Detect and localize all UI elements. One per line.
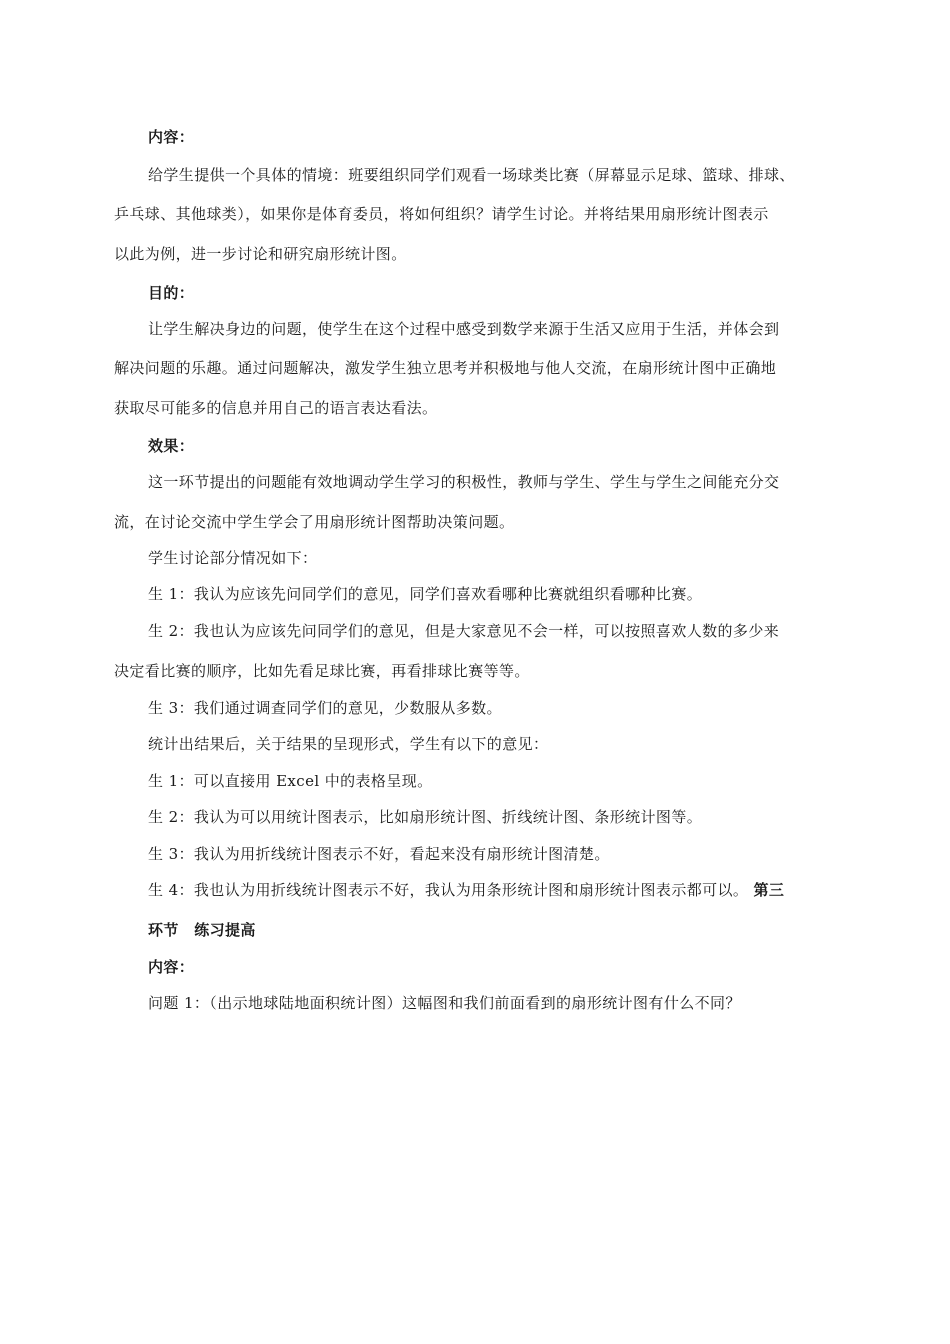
student-reply: 生 3：我们通过调查同学们的意见，少数服从多数。 (148, 699, 502, 717)
student-reply: 生 1：可以直接用 Excel 中的表格呈现。 (148, 772, 433, 790)
section-heading: 环节 练习提高 (148, 921, 256, 939)
heading-content: 内容： (148, 128, 195, 146)
student-reply: 生 2：我也认为应该先问同学们的意见，但是大家意见不会一样，可以按照喜欢人数的多少来 (148, 622, 780, 640)
question-line: 问题 1：（出示地球陆地面积统计图）这幅图和我们前面看到的扇形统计图有什么不同？ (148, 994, 741, 1012)
student-reply: 生 4：我也认为用折线统计图表示不好，我认为用条形统计图和扇形统计图表示都可以。 (148, 881, 749, 899)
heading-content: 内容： (148, 958, 195, 976)
student-reply-continued: 决定看比赛的顺序，比如先看足球比赛，再看排球比赛等等。 (114, 662, 530, 680)
section-heading-start: 第三 (753, 881, 785, 899)
paragraph-line: 乒乓球、其他球类），如果你是体育委员，将如何组织？请学生讨论。并将结果用扇形统计图表示 (114, 205, 769, 223)
student-reply: 生 2：我认为可以用统计图表示，比如扇形统计图、折线统计图、条形统计图等。 (148, 808, 703, 826)
student-reply-line (148, 880, 784, 900)
paragraph-line: 学生讨论部分情况如下： (148, 549, 318, 567)
paragraph-line: 获取尽可能多的信息并用自己的语言表达看法。 (114, 399, 438, 417)
paragraph-line: 统计出结果后，关于结果的呈现形式，学生有以下的意见： (148, 735, 549, 753)
paragraph-line: 解决问题的乐趣。通过问题解决，激发学生独立思考并积极地与他人交流，在扇形统计图中正确地 (114, 359, 777, 377)
paragraph-line: 这一环节提出的问题能有效地调动学生学习的积极性，教师与学生、学生与学生之间能充分交 (148, 473, 780, 491)
heading-effect: 效果： (148, 437, 195, 455)
paragraph-line: 流，在讨论交流中学生学会了用扇形统计图帮助决策问题。 (114, 513, 515, 531)
student-reply: 生 3：我认为用折线统计图表示不好，看起来没有扇形统计图清楚。 (148, 845, 610, 863)
paragraph-line: 给学生提供一个具体的情境：班要组织同学们观看一场球类比赛（屏幕显示足球、篮球、排球、 (148, 166, 795, 184)
student-reply: 生 1：我认为应该先问同学们的意见，同学们喜欢看哪种比赛就组织看哪种比赛。 (148, 585, 703, 603)
heading-purpose: 目的： (148, 284, 195, 302)
paragraph-line: 让学生解决身边的问题，使学生在这个过程中感受到数学来源于生活又应用于生活，并体会到 (148, 320, 780, 338)
paragraph-line: 以此为例，进一步讨论和研究扇形统计图。 (114, 245, 407, 263)
